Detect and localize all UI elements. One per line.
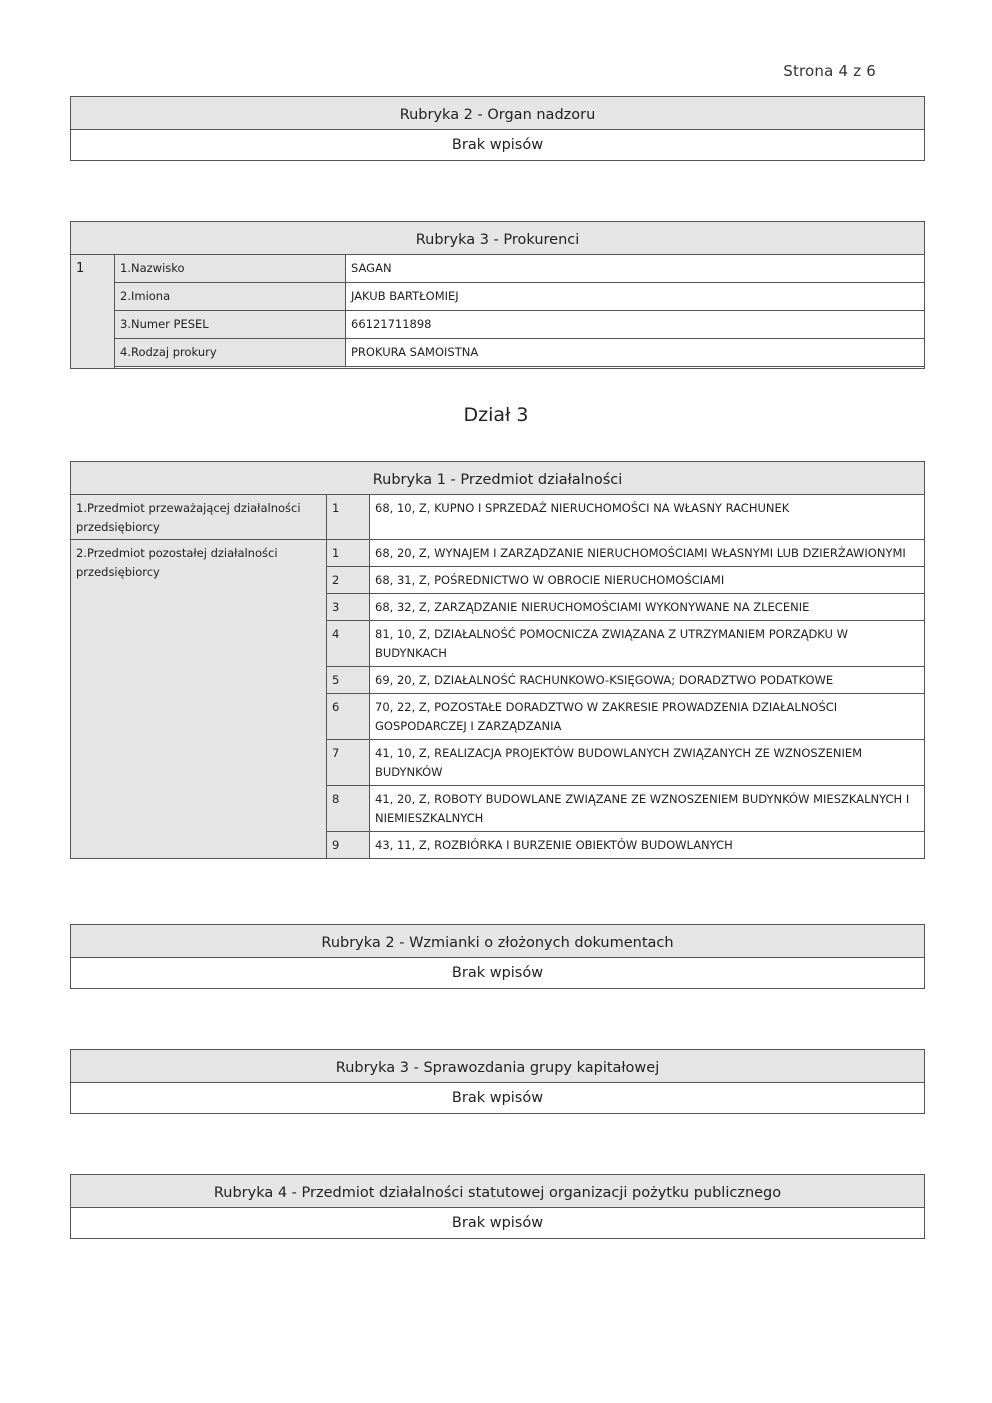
przedmiot-table xyxy=(71,495,924,858)
item-description: 68, 10, Z, KUPNO I SPRZEDAŻ NIERUCHOMOŚCI NA WŁASNY RACHUNEK xyxy=(370,495,925,540)
dzial-title: Dział 3 xyxy=(463,404,529,426)
section-title: Rubryka 2 - Wzmianki o złożonych dokumentach xyxy=(71,925,924,958)
field-label: 4.Rodzaj prokury xyxy=(115,339,346,367)
section-przedmiot-dzialalnosci xyxy=(70,461,925,859)
item-description: 41, 20, Z, ROBOTY BUDOWLANE ZWIĄZANE ZE WZNOSZENIEM BUDYNKÓW MIESZKALNYCH I NIEMIESZKALNYCH xyxy=(370,786,925,832)
prokurenci-table xyxy=(71,255,924,368)
empty-entry: Brak wpisów xyxy=(451,1215,544,1231)
spacer-cell xyxy=(115,367,346,369)
item-description: 43, 11, Z, ROZBIÓRKA I BURZENIE OBIEKTÓW BUDOWLANYCH xyxy=(375,838,733,852)
item-description: 81, 10, Z, DZIAŁALNOŚĆ POMOCNICZA ZWIĄZANA Z UTRZYMANIEM PORZĄDKU W BUDYNKACH xyxy=(370,621,925,667)
field-label: 2.Imiona xyxy=(115,283,346,311)
empty-entry: Brak wpisów xyxy=(451,965,544,981)
table-row xyxy=(71,255,924,283)
item-number: 5 xyxy=(327,667,370,694)
section-organ-nadzoru xyxy=(70,96,925,161)
item-number: 6 xyxy=(327,694,370,740)
spacer-cell xyxy=(346,367,925,369)
group-label-przewazajacy: 1.Przedmiot przeważającej działalności przedsiębiorcy xyxy=(71,495,327,540)
table-row-spacer xyxy=(71,367,924,369)
table-row xyxy=(71,339,924,367)
item-number: 4 xyxy=(327,621,370,667)
empty-entry: Brak wpisów xyxy=(451,137,544,153)
item-description: 69, 20, Z, DZIAŁALNOŚĆ RACHUNKOWO-KSIĘGOWA; DORADZTWO PODATKOWE xyxy=(370,667,925,694)
page-number: Strona 4 z 6 xyxy=(783,62,876,80)
section-title: Rubryka 3 - Sprawozdania grupy kapitałowej xyxy=(71,1050,924,1083)
empty-entry: Brak wpisów xyxy=(451,1090,544,1106)
section-opp xyxy=(70,1174,925,1239)
section-title: Rubryka 4 - Przedmiot działalności statutowej organizacji pożytku publicznego xyxy=(71,1175,924,1208)
table-row xyxy=(71,540,924,567)
item-description: 41, 10, Z, REALIZACJA PROJEKTÓW BUDOWLANYCH ZWIĄZANYCH ZE WZNOSZENIEM BUDYNKÓW xyxy=(370,740,925,786)
section-title: Rubryka 2 - Organ nadzoru xyxy=(71,97,924,130)
item-number: 9 xyxy=(327,832,370,859)
section-sprawozdania xyxy=(70,1049,925,1114)
field-value: SAGAN xyxy=(346,255,925,283)
section-title: Rubryka 1 - Przedmiot działalności xyxy=(71,462,924,495)
item-description: 68, 32, Z, ZARZĄDZANIE NIERUCHOMOŚCIAMI WYKONYWANE NA ZLECENIE xyxy=(370,594,925,621)
section-wzmianki xyxy=(70,924,925,989)
item-number: 1 xyxy=(327,495,370,540)
item-number: 2 xyxy=(327,567,370,594)
section-title: Rubryka 3 - Prokurenci xyxy=(71,222,924,255)
table-row xyxy=(71,495,924,540)
table-row xyxy=(71,283,924,311)
item-number: 1 xyxy=(327,540,370,567)
field-value: JAKUB BARTŁOMIEJ xyxy=(346,283,925,311)
item-description: 68, 31, Z, POŚREDNICTWO W OBROCIE NIERUCHOMOŚCIAMI xyxy=(370,567,925,594)
item-number: 3 xyxy=(327,594,370,621)
field-value: 66121711898 xyxy=(346,311,925,339)
item-number: 8 xyxy=(327,786,370,832)
field-value: PROKURA SAMOISTNA xyxy=(346,339,925,367)
entry-index: 1 xyxy=(71,255,115,368)
table-row xyxy=(71,311,924,339)
item-description: 70, 22, Z, POZOSTAŁE DORADZTWO W ZAKRESIE PROWADZENIA DZIAŁALNOŚCI GOSPODARCZEJ I ZARZĄDZANIA xyxy=(370,694,925,740)
group-label-pozostaly: 2.Przedmiot pozostałej działalności przedsiębiorcy xyxy=(71,540,327,859)
item-number: 7 xyxy=(327,740,370,786)
field-label: 1.Nazwisko xyxy=(115,255,346,283)
field-label: 3.Numer PESEL xyxy=(115,311,346,339)
item-description: 68, 20, Z, WYNAJEM I ZARZĄDZANIE NIERUCHOMOŚCIAMI WŁASNYMI LUB DZIERŻAWIONYMI xyxy=(370,540,925,567)
section-prokurenci xyxy=(70,221,925,369)
